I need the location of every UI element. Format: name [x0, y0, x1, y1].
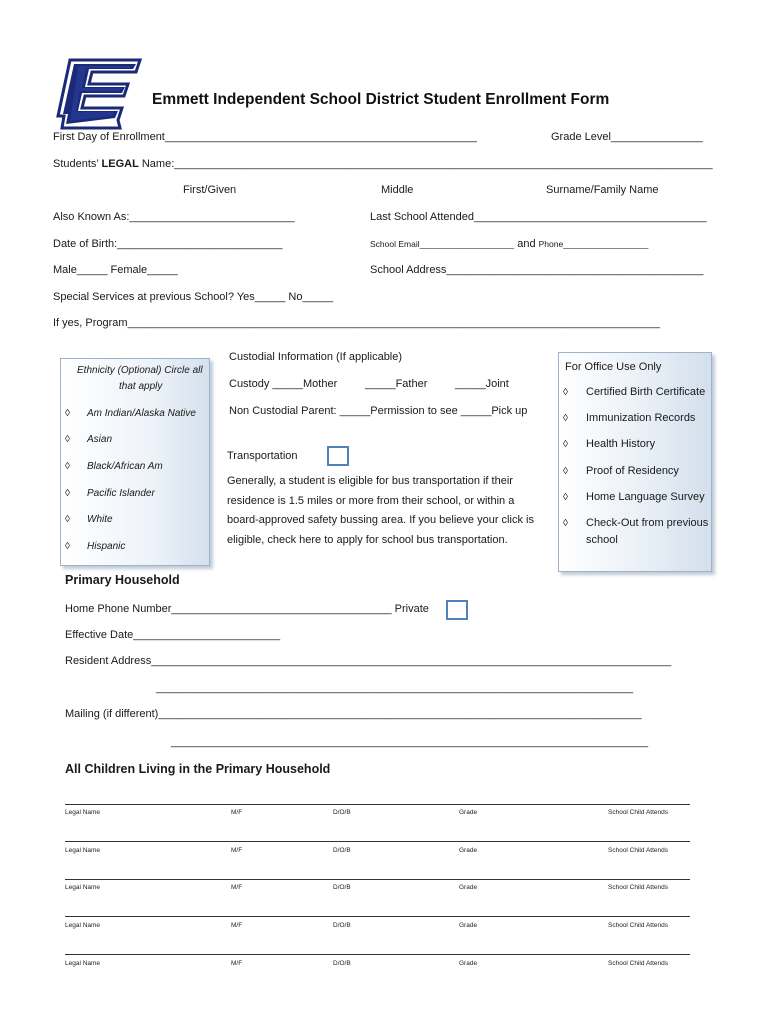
diamond-icon: ◊ [65, 488, 70, 499]
ethnicity-option[interactable] [65, 407, 196, 419]
mailing-address-line-2[interactable]: ______________________________________________________________________________ [171, 736, 649, 748]
col-mf: M/F [231, 960, 243, 967]
school-address-field[interactable]: School Address__________________________________________ [370, 264, 704, 276]
child-row-line[interactable] [65, 916, 690, 917]
diamond-icon: ◊ [65, 541, 70, 552]
ethnicity-label: White [87, 514, 113, 525]
office-item[interactable] [563, 438, 655, 450]
ethnicity-panel [60, 358, 210, 566]
district-logo [56, 58, 142, 130]
col-grade: Grade [459, 847, 478, 854]
program-field[interactable]: If yes, Program_______________________________________________________________________________________ [53, 317, 660, 329]
grade-level-field[interactable]: Grade Level_______________ [551, 131, 703, 143]
ethnicity-option[interactable] [65, 433, 112, 445]
non-custodial-field[interactable]: Non Custodial Parent: _____Permission to see _____Pick up [229, 405, 528, 417]
ethnicity-option[interactable] [65, 460, 163, 472]
col-dob: D/O/B [333, 847, 351, 854]
diamond-icon: ◊ [65, 408, 70, 419]
col-school: School Child Attends [608, 884, 668, 891]
school-email-field[interactable]: School Email____________________ [370, 239, 515, 249]
home-phone-field[interactable]: Home Phone Number____________________________________ Private [65, 603, 429, 615]
col-legal-name: Legal Name [65, 809, 101, 816]
form-title: Emmett Independent School District Student Enrollment Form [152, 91, 610, 108]
child-row-line[interactable] [65, 841, 690, 842]
resident-address-line-2[interactable]: ______________________________________________________________________________ [156, 682, 634, 694]
col-grade: Grade [459, 960, 478, 967]
custody-father-field[interactable]: _____Father [365, 378, 428, 390]
office-item-label: Health History [586, 438, 656, 450]
and-label: and [514, 238, 539, 250]
office-item[interactable] [563, 491, 705, 503]
ethnicity-label: Pacific Islander [87, 488, 155, 499]
child-row-line[interactable] [65, 804, 690, 805]
office-item[interactable] [563, 517, 708, 529]
col-legal-name: Legal Name [65, 884, 101, 891]
col-legal-name: Legal Name [65, 922, 101, 929]
col-school: School Child Attends [608, 847, 668, 854]
col-legal-name: Legal Name [65, 847, 101, 854]
ethnicity-label: Hispanic [87, 541, 126, 552]
ethnicity-label: Am Indian/Alaska Native [87, 408, 196, 419]
ethnicity-label: Asian [87, 434, 113, 445]
primary-household-heading: Primary Household [65, 573, 180, 587]
office-item-label: Certified Birth Certificate [586, 386, 706, 398]
diamond-icon: ◊ [65, 461, 70, 472]
col-grade: Grade [459, 809, 478, 816]
transportation-checkbox[interactable] [327, 446, 349, 466]
phone-field[interactable]: Phone__________________ [538, 239, 649, 249]
office-item-label-tail: school [586, 534, 618, 546]
legal-name-field[interactable] [53, 158, 713, 170]
diamond-icon: ◊ [563, 413, 568, 424]
col-mf: M/F [231, 884, 243, 891]
col-school: School Child Attends [608, 809, 668, 816]
custody-mother-field[interactable]: Custody _____Mother [229, 378, 338, 390]
office-item-label: Check-Out from previous [586, 517, 709, 529]
first-day-field[interactable]: First Day of Enrollment___________________________________________________ [53, 131, 477, 143]
custodial-heading: Custodial Information (If applicable) [229, 351, 403, 363]
col-mf: M/F [231, 922, 243, 929]
gender-field[interactable]: Male_____ Female_____ [53, 264, 178, 276]
office-item-label: Home Language Survey [586, 491, 705, 503]
ethnicity-heading-1: Ethnicity (Optional) Circle all [77, 365, 203, 376]
legal-name-suffix: Name:________________________________________________________________________________________ [138, 158, 713, 170]
legal-name-prefix: Students’ [53, 158, 102, 170]
ethnicity-label: Black/African Am [87, 461, 163, 472]
col-grade: Grade [459, 884, 478, 891]
diamond-icon: ◊ [563, 466, 568, 477]
diamond-icon: ◊ [563, 492, 568, 503]
name-middle-label: Middle [381, 184, 414, 196]
office-item[interactable] [563, 465, 679, 477]
custody-joint-field[interactable]: _____Joint [455, 378, 509, 390]
email-phone-field[interactable] [370, 238, 648, 250]
col-grade: Grade [459, 922, 478, 929]
legal-name-bold: LEGAL [101, 158, 139, 170]
mailing-address-field[interactable]: Mailing (if different)_______________________________________________________________________________ [65, 708, 642, 720]
diamond-icon: ◊ [563, 439, 568, 450]
diamond-icon: ◊ [65, 434, 70, 445]
office-item[interactable] [563, 386, 705, 398]
office-panel [558, 352, 712, 572]
ethnicity-option[interactable] [65, 487, 155, 499]
col-school: School Child Attends [608, 960, 668, 967]
col-mf: M/F [231, 847, 243, 854]
aka-field[interactable]: Also Known As:___________________________ [53, 211, 295, 223]
col-dob: D/O/B [333, 884, 351, 891]
office-item-label: Immunization Records [586, 412, 696, 424]
diamond-icon: ◊ [563, 518, 568, 529]
dob-field[interactable]: Date of Birth:___________________________ [53, 238, 283, 250]
transportation-paragraph: Generally, a student is eligible for bus transportation if their residence is 1.5 miles or more from their school, or within a board-approved safety bussing area. If you believe your click is eligible, check here to apply for school bus transportation. [227, 475, 534, 546]
child-row-line[interactable] [65, 879, 690, 880]
ethnicity-option[interactable] [65, 540, 125, 552]
diamond-icon: ◊ [563, 387, 568, 398]
special-services-field[interactable]: Special Services at previous School? Yes_____ No_____ [53, 291, 334, 303]
ethnicity-heading-2: that apply [119, 381, 163, 392]
children-heading: All Children Living in the Primary Household [65, 762, 331, 776]
diamond-icon: ◊ [65, 514, 70, 525]
col-dob: D/O/B [333, 809, 351, 816]
last-school-field[interactable]: Last School Attended______________________________________ [370, 211, 707, 223]
office-item[interactable] [563, 412, 695, 424]
office-item-label: Proof of Residency [586, 465, 679, 477]
col-legal-name: Legal Name [65, 960, 101, 967]
office-heading: For Office Use Only [565, 361, 662, 373]
private-checkbox[interactable] [446, 600, 468, 620]
col-dob: D/O/B [333, 960, 351, 967]
col-school: School Child Attends [608, 922, 668, 929]
resident-address-field[interactable]: Resident Address_____________________________________________________________________________________ [65, 655, 672, 667]
name-surname-label: Surname/Family Name [546, 184, 659, 196]
transportation-label: Transportation [227, 450, 298, 462]
ethnicity-option[interactable] [65, 513, 113, 525]
child-row-line[interactable] [65, 954, 690, 955]
effective-date-field[interactable]: Effective Date________________________ [65, 629, 281, 641]
col-mf: M/F [231, 809, 243, 816]
col-dob: D/O/B [333, 922, 351, 929]
name-first-label: First/Given [183, 184, 237, 196]
